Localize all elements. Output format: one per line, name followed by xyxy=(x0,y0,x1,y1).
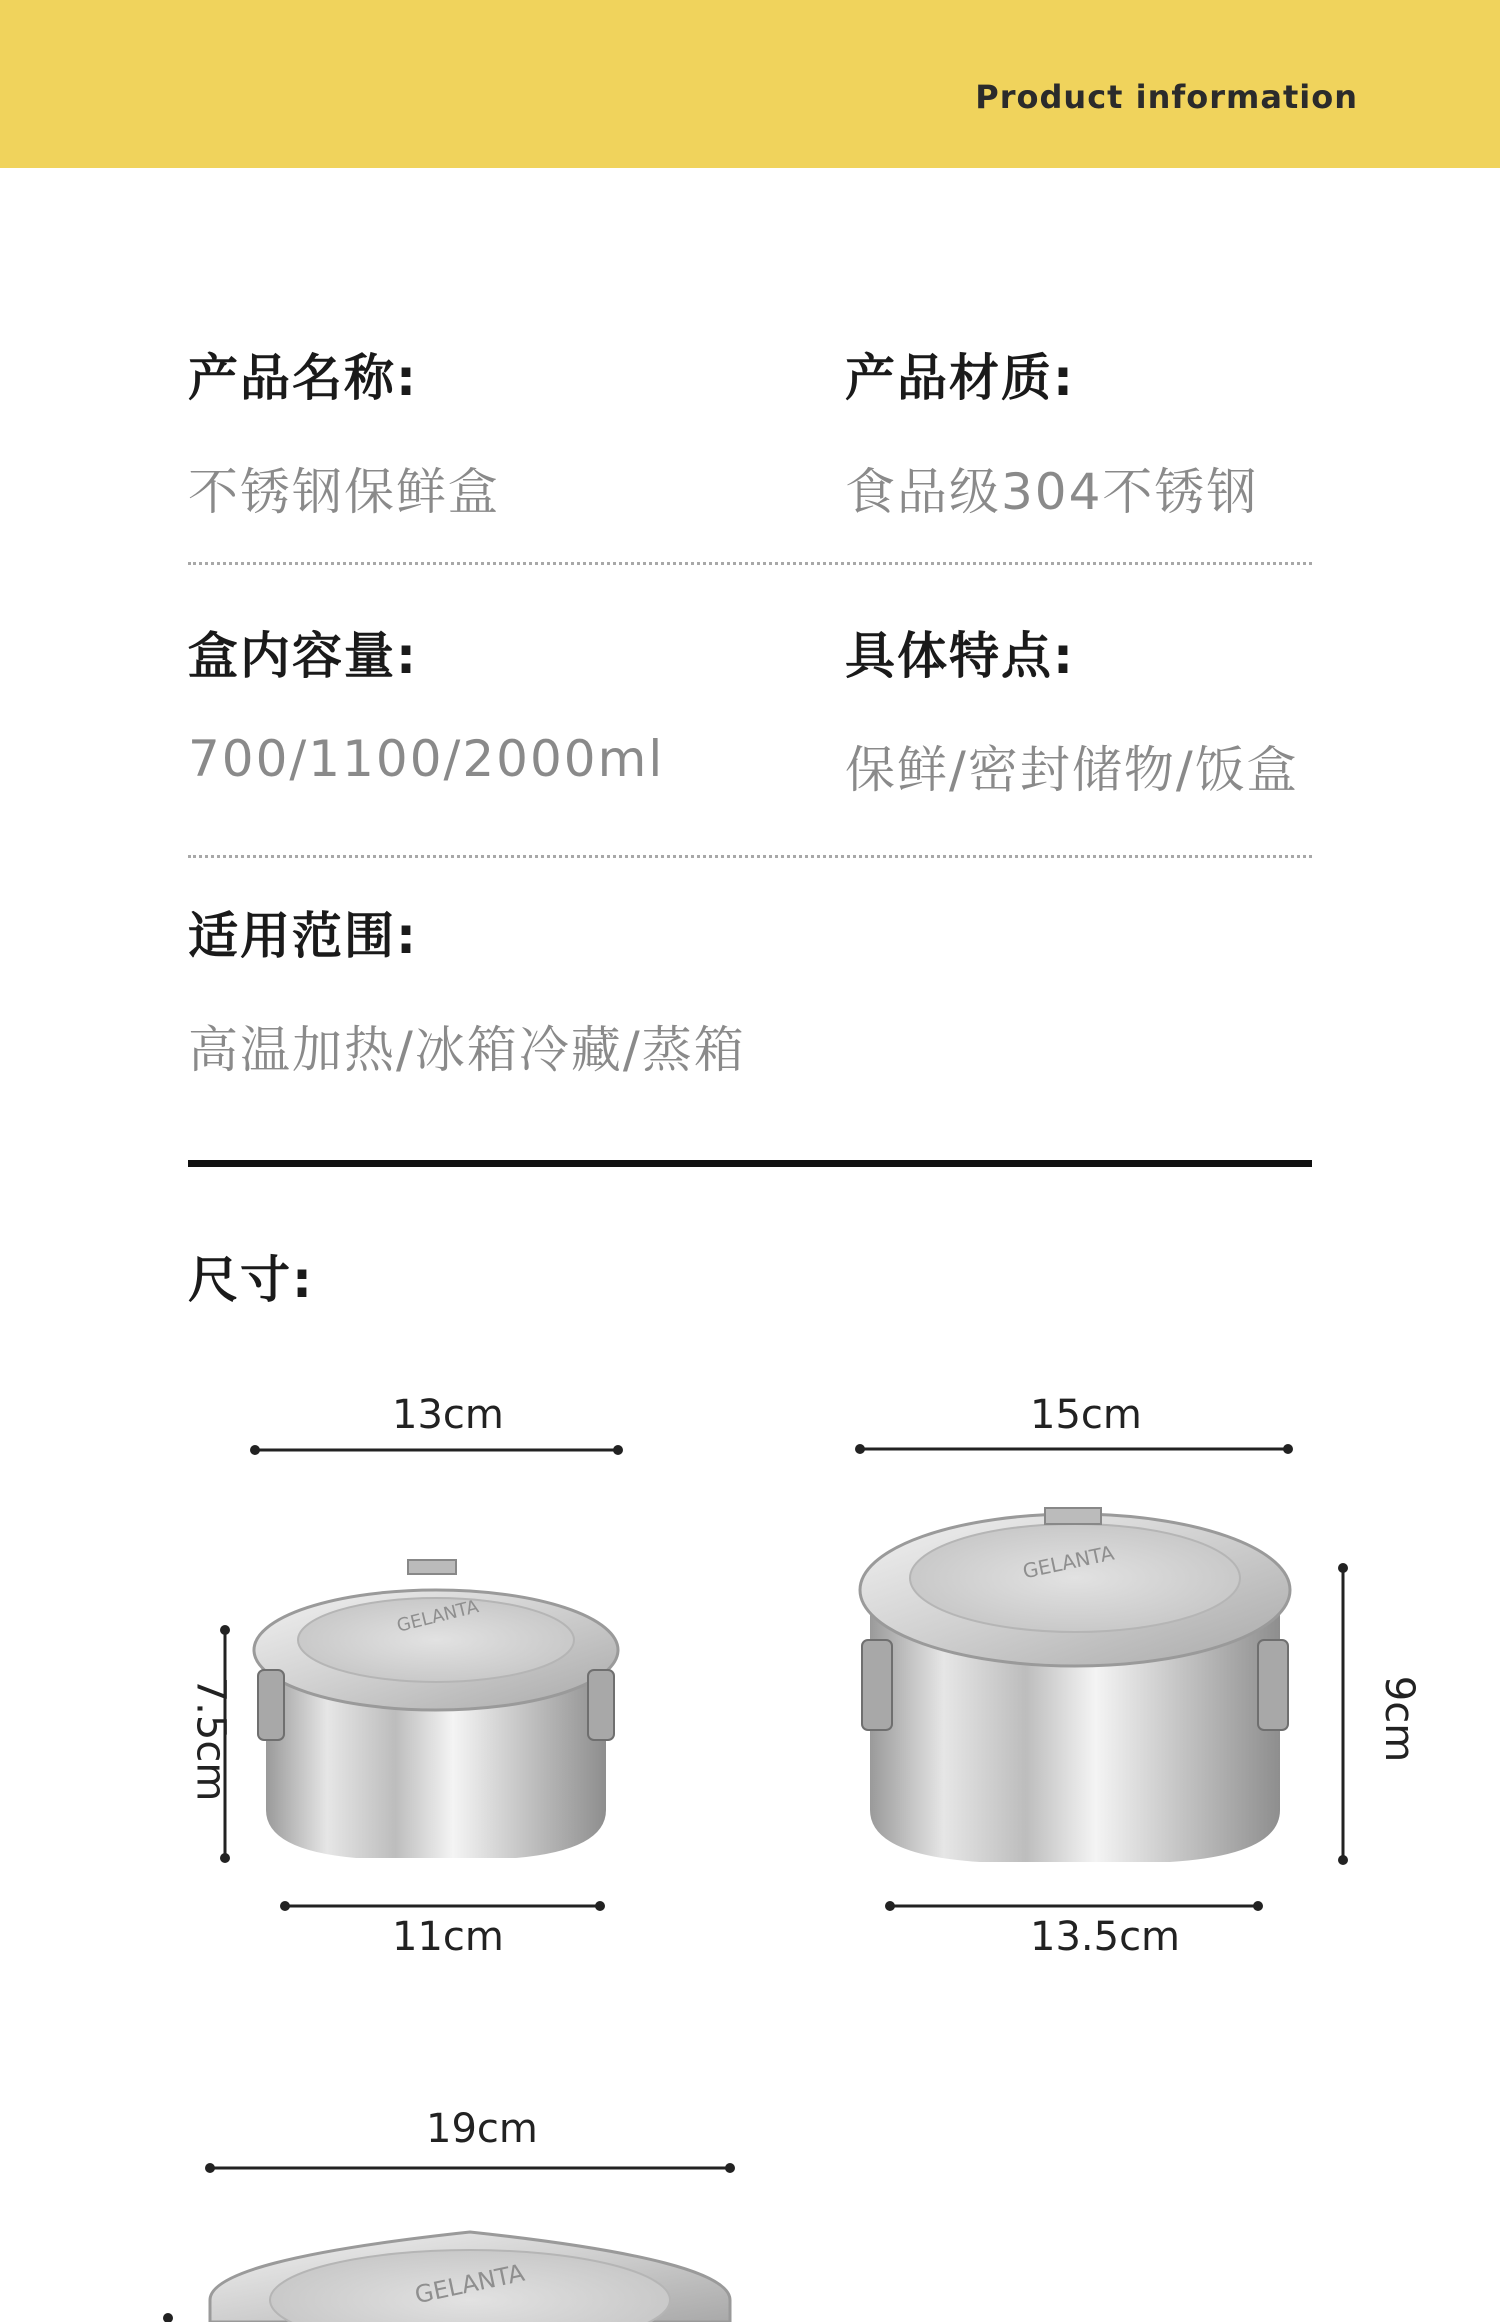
dimension-height: 7.5cm xyxy=(187,1676,234,1802)
dimension-top-width: 19cm xyxy=(426,2106,538,2152)
spec-label: 产品材质: xyxy=(845,349,1075,407)
brand-logo-large: GELANTA xyxy=(412,2258,527,2310)
spec-value: 700/1100/2000ml xyxy=(188,730,665,788)
container-medium xyxy=(855,1444,1348,1911)
header-title: Product information xyxy=(975,78,1358,116)
spec-label: 适用范围: xyxy=(188,907,418,965)
spec-value: 高温加热/冰箱冷藏/蒸箱 xyxy=(188,1021,746,1079)
brand-logo-medium: GELANTA xyxy=(1020,1540,1117,1584)
brand-logo-small: GELANTA xyxy=(394,1596,481,1637)
dimension-bottom-width: 11cm xyxy=(392,1914,504,1960)
size-section-title: 尺寸: xyxy=(188,1251,314,1309)
dimension-height: 9cm xyxy=(1376,1675,1423,1763)
spec-label: 产品名称: xyxy=(188,349,418,407)
dimension-bottom-width: 13.5cm xyxy=(1030,1914,1181,1960)
spec-label: 盒内容量: xyxy=(188,627,418,685)
container-small xyxy=(220,1445,623,1911)
spec-value: 不锈钢保鲜盒 xyxy=(188,463,500,521)
dimension-top-width: 13cm xyxy=(392,1392,504,1438)
dimension-top-width: 15cm xyxy=(1030,1392,1142,1438)
spec-value: 食品级304不锈钢 xyxy=(845,463,1259,521)
spec-value: 保鲜/密封储物/饭盒 xyxy=(845,741,1299,799)
spec-label: 具体特点: xyxy=(845,627,1075,685)
